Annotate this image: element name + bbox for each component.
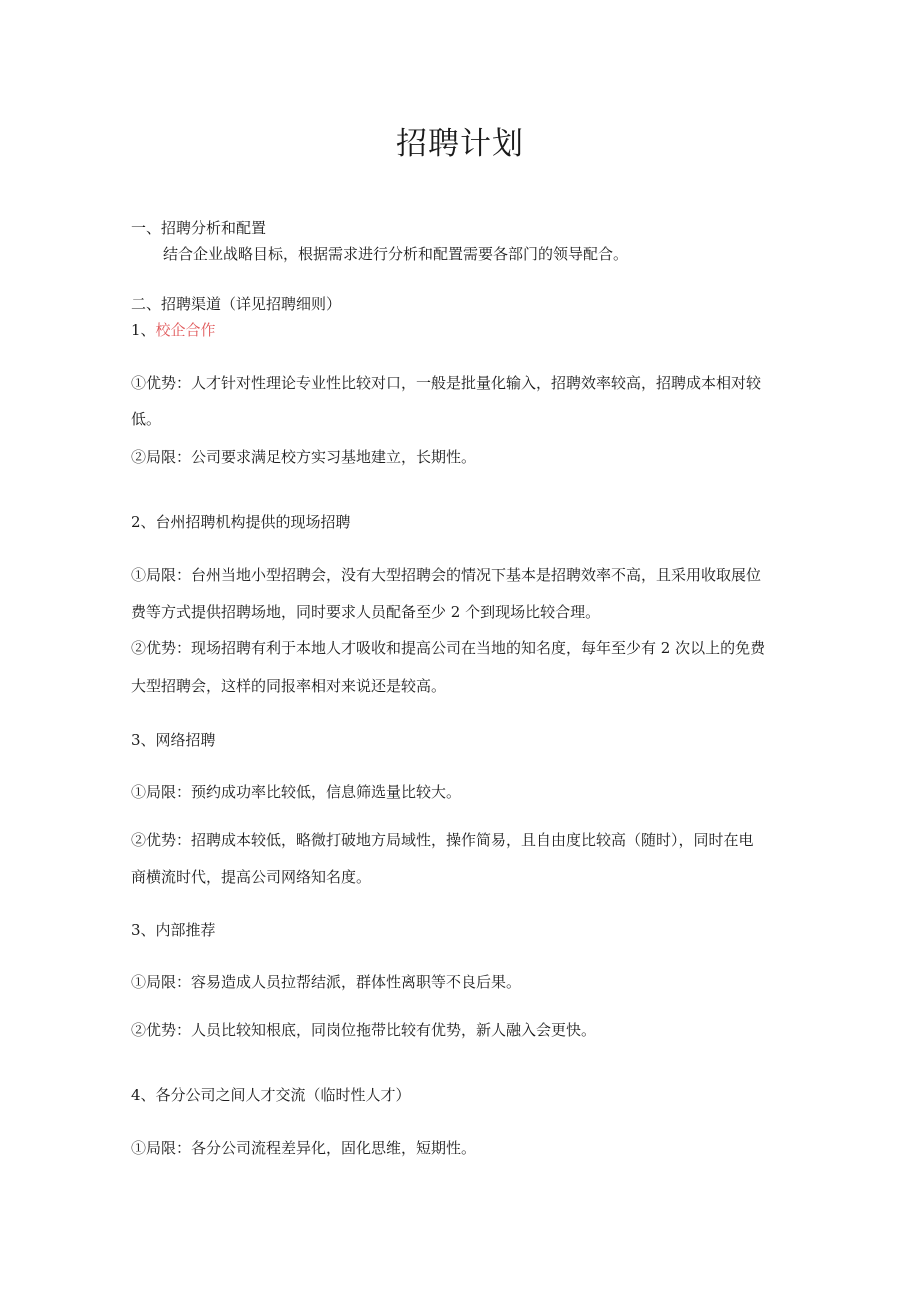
item-3-point-1: ①局限：预约成功率比较低，信息筛选量比较大。 (131, 783, 462, 801)
item-2-point-2-line-2: 大型招聘会，这样的同报率相对来说还是较高。 (131, 677, 447, 695)
item-2-point-1-line-1: ①局限：台州当地小型招聘会，没有大型招聘会的情况下基本是招聘效率不高，且采用收取展位 (131, 566, 762, 584)
section-1-body: 结合企业战略目标，根据需求进行分析和配置需要各部门的领导配合。 (163, 245, 629, 263)
item-4-point-2: ②优势：人员比较知根底，同岗位拖带比较有优势，新人融入会更快。 (131, 1021, 597, 1039)
item-4-point-1: ①局限：容易造成人员拉帮结派，群体性离职等不良后果。 (131, 973, 522, 991)
document-title: 招聘计划 (396, 126, 524, 162)
item-5-heading: 4、各分公司之间人才交流（临时性人才） (131, 1086, 411, 1104)
item-2-point-1-line-2: 费等方式提供招聘场地，同时要求人员配备至少 2 个到现场比较合理。 (131, 603, 601, 621)
item-1-point-1-line-1: ①优势：人才针对性理论专业性比较对口，一般是批量化输入，招聘效率较高，招聘成本相对较 (131, 374, 762, 392)
item-2-point-2-line-1: ②优势：现场招聘有利于本地人才吸收和提高公司在当地的知名度，每年至少有 2 次以上的免费 (131, 639, 766, 657)
item-3-heading: 3、网络招聘 (131, 731, 216, 749)
item-1-heading (131, 320, 216, 340)
item-3-point-2-line-1: ②优势：招聘成本较低，略微打破地方局域性，操作简易，且自由度比较高（随时），同时在电 (131, 831, 754, 849)
item-5-point-1: ①局限：各分公司流程差异化，固化思维，短期性。 (131, 1139, 477, 1157)
item-3-point-2-line-2: 商横流时代，提高公司网络知名度。 (131, 868, 372, 886)
item-1-point-1-line-2: 低。 (131, 410, 162, 428)
item-4-heading: 3、内部推荐 (131, 921, 216, 939)
item-1-number: 1、 (131, 321, 156, 339)
item-1-title: 校企合作 (155, 321, 216, 339)
item-2-heading: 2、台州招聘机构提供的现场招聘 (131, 513, 351, 531)
section-1-heading: 一、招聘分析和配置 (131, 219, 267, 237)
item-1-point-2: ②局限：公司要求满足校方实习基地建立，长期性。 (131, 448, 477, 466)
section-2-heading: 二、招聘渠道（详见招聘细则） (131, 295, 342, 313)
